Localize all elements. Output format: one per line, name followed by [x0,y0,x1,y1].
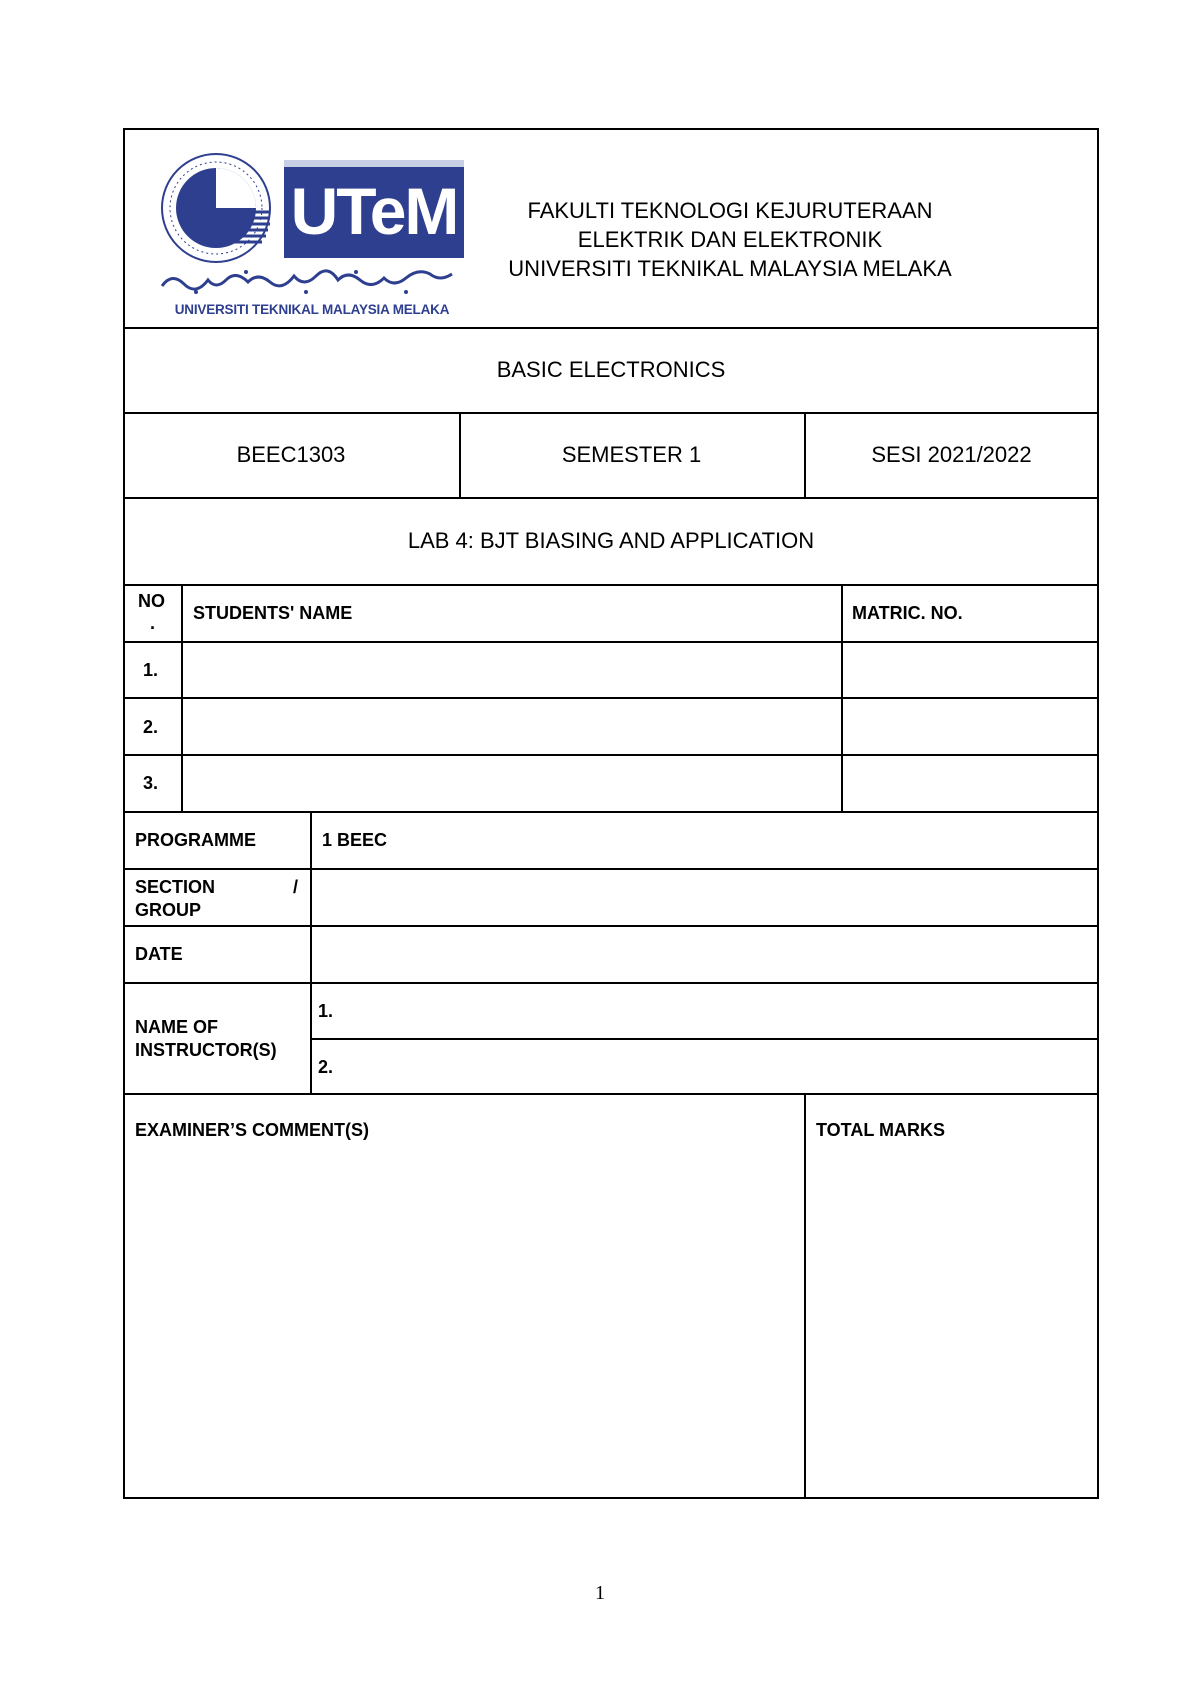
matric-no-header: MATRIC. NO. [852,603,963,623]
divider [123,811,1099,813]
programme-value: 1 BEEC [322,830,388,850]
university-logo [152,146,470,322]
divider [123,584,1099,586]
section-label: SECTION [135,877,216,897]
divider [123,697,1099,699]
divider [123,1093,1099,1095]
student-row-number: 1. [143,660,159,680]
divider [804,1093,806,1499]
utem-wordmark: UTeM [284,160,464,258]
divider [310,1038,1099,1040]
divider [123,327,1099,329]
faculty-line-3: UNIVERSITI TEKNIKAL MALAYSIA MELAKA [508,256,952,281]
divider [310,811,312,1093]
group-label: GROUP [135,900,202,920]
cover-frame [123,128,1099,1499]
examiner-comments-label: EXAMINER’S COMMENT(S) [135,1120,369,1140]
section-label-slash: / [293,877,299,897]
semester: SEMESTER 1 [561,442,702,467]
no-header: NO [138,591,165,611]
course-code: BEEC1303 [236,442,346,467]
divider [123,497,1099,499]
jawi-script-icon [156,266,466,296]
faculty-line-2: ELEKTRIK DAN ELEKTRONIK [577,227,883,252]
student-row-number: 2. [143,717,159,737]
faculty-heading [430,196,1030,283]
divider [841,584,843,811]
session: SESI 2021/2022 [871,442,1032,467]
logo-caption: UNIVERSITI TEKNIKAL MALAYSIA MELAKA [174,302,450,317]
divider [123,868,1099,870]
page-number: 1 [595,1582,605,1604]
utem-seal-icon [160,152,272,264]
instructor-2-field[interactable]: 2. [318,1057,334,1077]
student-row-number: 3. [143,773,159,793]
instructor-1-field[interactable]: 1. [318,1001,334,1021]
divider [123,754,1099,756]
instructor-label: NAME OF [135,1017,218,1037]
students-name-header: STUDENTS' NAME [193,603,353,623]
lab-title: LAB 4: BJT BIASING AND APPLICATION [407,528,815,553]
no-header-dot: . [150,613,156,633]
divider [123,641,1099,643]
programme-label: PROGRAMME [135,830,256,850]
divider [123,982,1099,984]
faculty-line-1: FAKULTI TEKNOLOGI KEJURUTERAAN [527,198,933,223]
divider [123,925,1099,927]
divider [123,412,1099,414]
instructor-label-line2: INSTRUCTOR(S) [135,1040,277,1060]
course-title: BASIC ELECTRONICS [496,357,726,382]
divider [181,584,183,811]
date-label: DATE [135,944,183,964]
total-marks-label: TOTAL MARKS [816,1120,945,1140]
